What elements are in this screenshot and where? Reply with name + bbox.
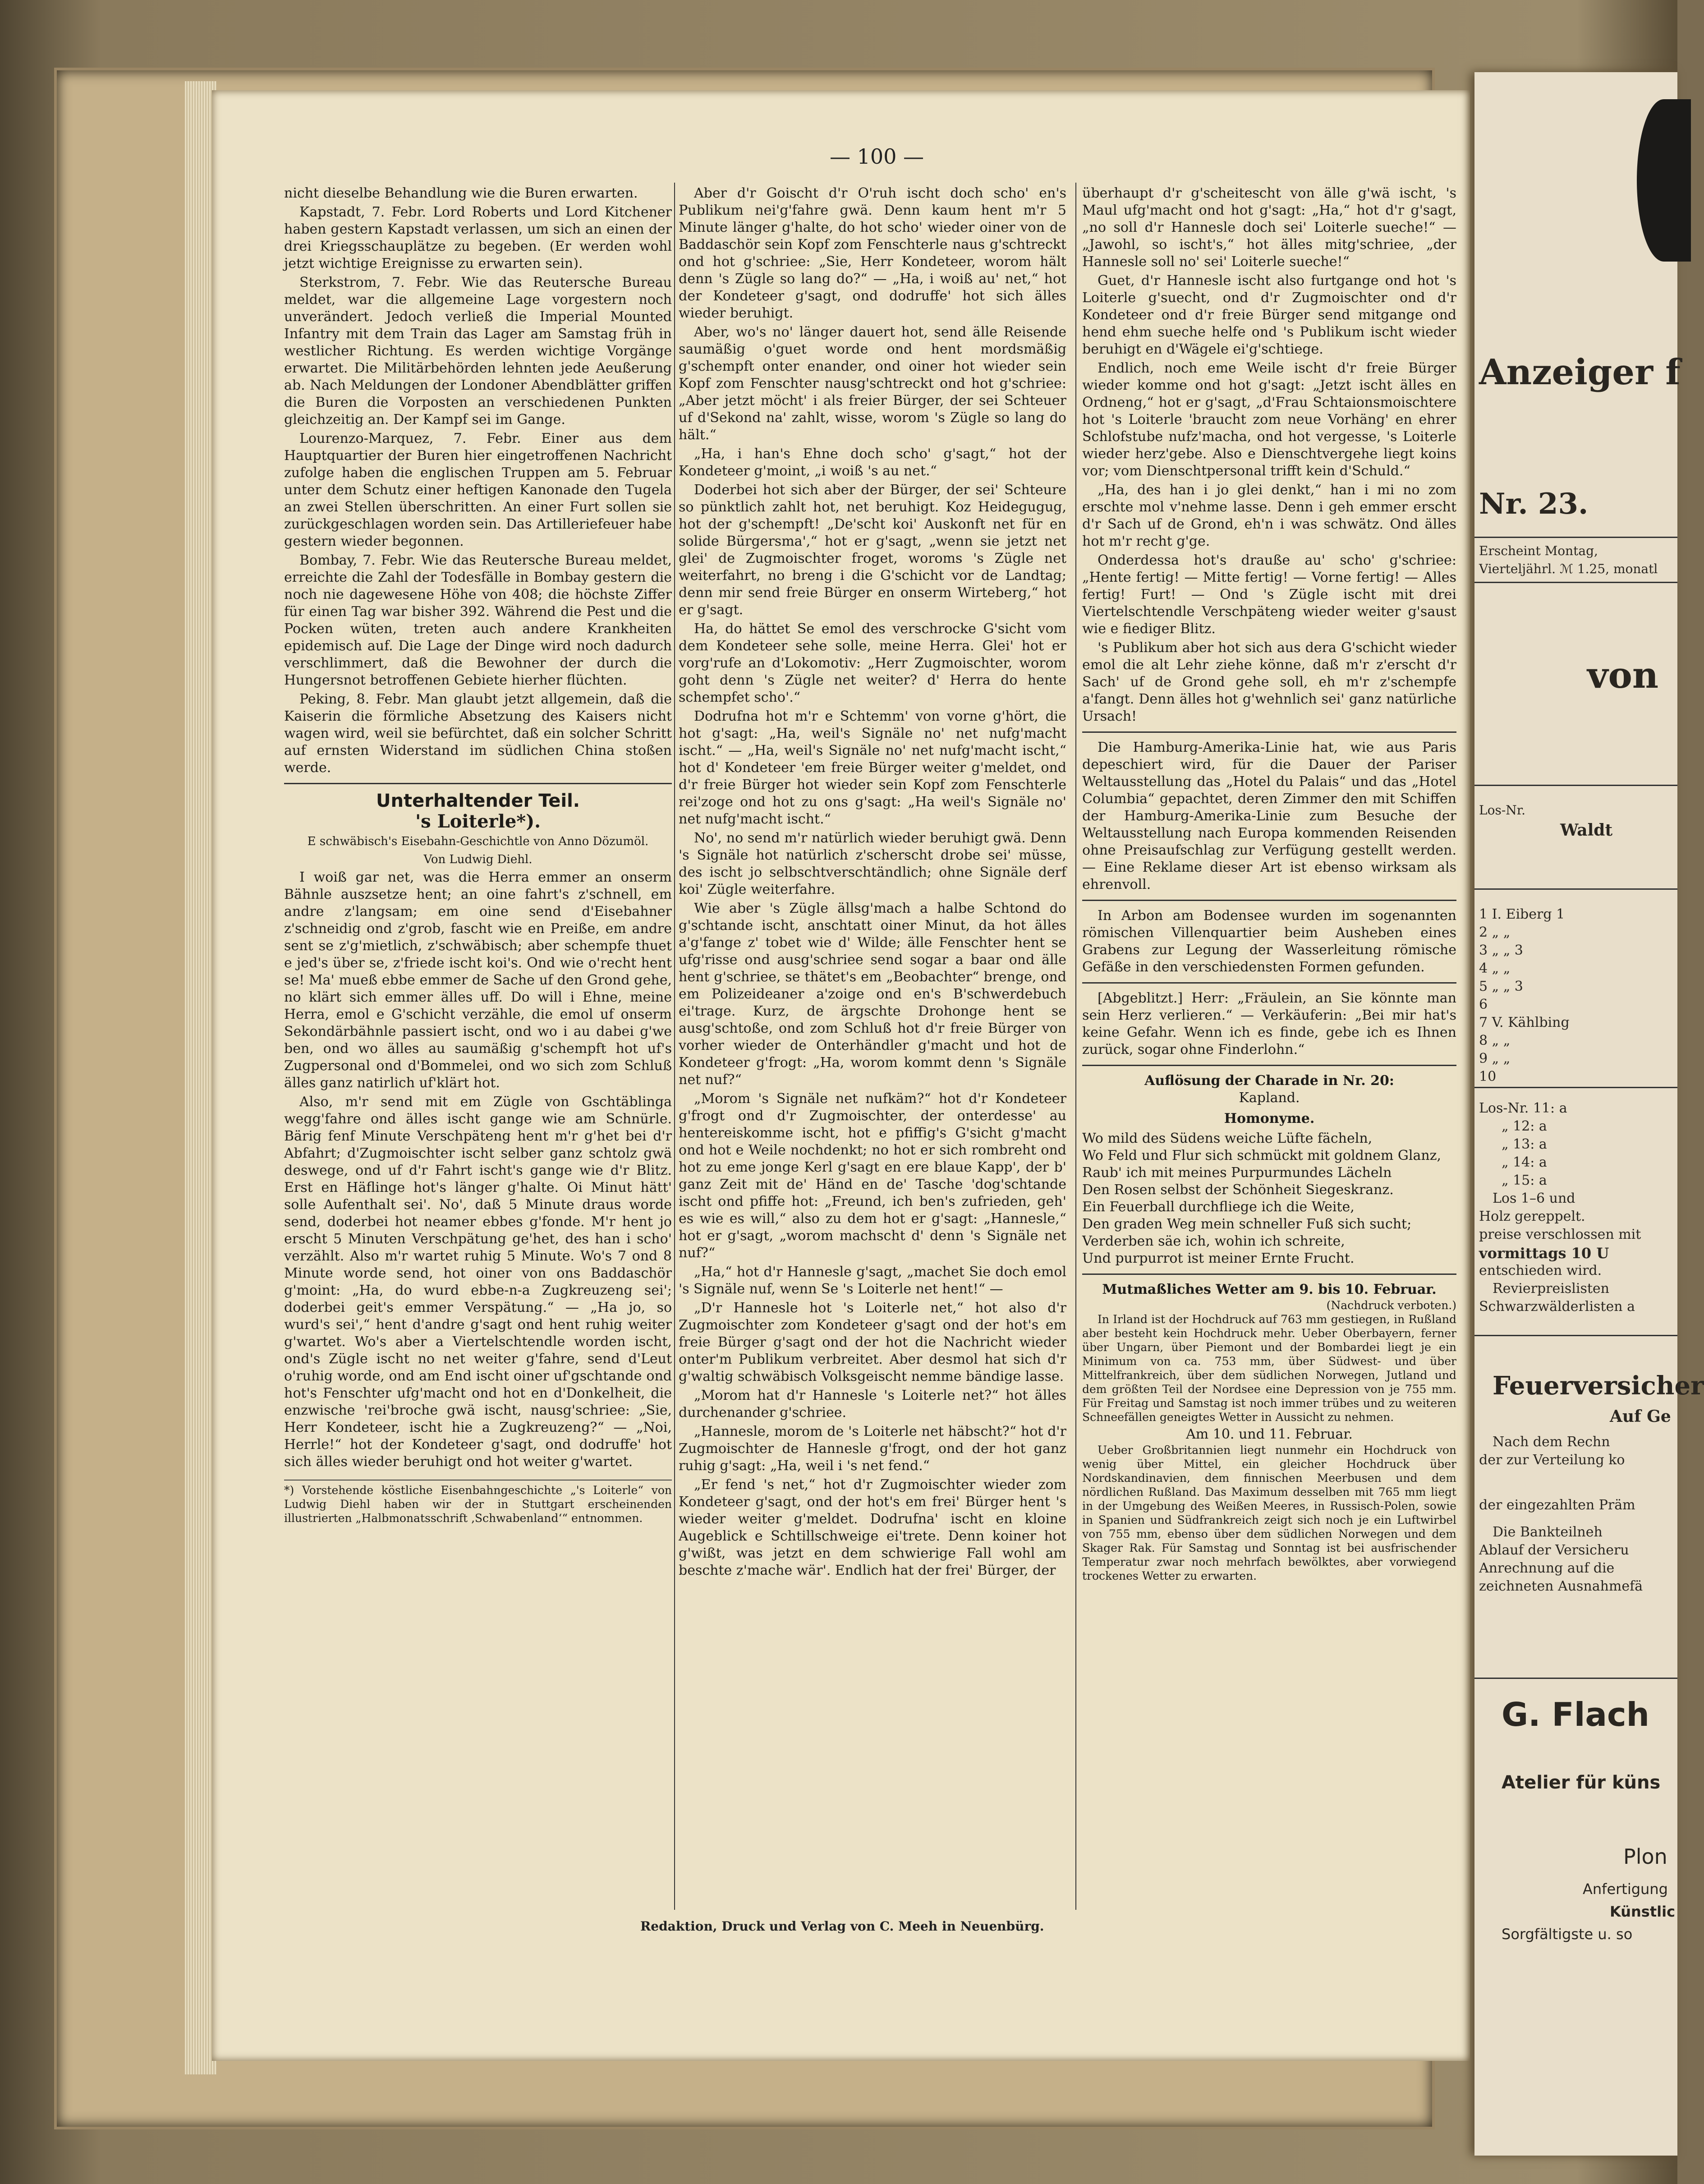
paragraph: Wie aber 's Zügle ällsg'mach a halbe Schtond do g'schtande ischt, anschtatt oiner Minut, da hot älles a'g'fange z' tobet wie d' Wilde; älle Fenschter hent se ufg'risse ond ausg'schriee send sogar a baar ond älle hent g'schriee, se thätet's em „Beobachter“ brenge, ond em Polizeideaner a'zoige ond en's B'schwerdebuch ei'trage. Kurz, de ärgschte Drohonge hent se ausg'schtoße, ond zom Schluß hot d'r freie Bürger von vorher wieder de Onterhändler g'macht und hot de Kondeteer g'frogt: „Ha, worom kommt denn 's Signäle net nuf?“	[679, 901, 1066, 1088]
column-divider	[674, 183, 675, 1910]
news-item: Die Hamburg-Amerika-Linie hat, wie aus Paris depeschiert wird, für die Dauer der Pariser Weltausstellung das „Hotel du Palais“ und das „Hotel Columbia“ gepachtet, deren Zimmer den mit Schiffen der Hamburg-Amerika-Linie zum Besuche der Weltausstellung nach Europa kommenden Reisenden ohne Preisaufschlag zur Verfügung gestellt werden. — Eine Reklame dieser Art ist ebenso wirksam als ehrenvoll.	[1082, 740, 1456, 892]
text-line: der eingezahlten Präm	[1479, 1497, 1635, 1513]
masthead-fragment: Anzeiger f	[1479, 352, 1681, 393]
poem-line: Wo Feld und Flur sich schmückt mit goldnem Glanz,	[1082, 1148, 1442, 1163]
text-line: Anrechnung auf die	[1479, 1560, 1615, 1576]
column-header: Waldt	[1560, 821, 1613, 840]
charade-title: Auflösung der Charade in Nr. 20:	[1144, 1073, 1394, 1089]
headline-fragment: von	[1587, 654, 1659, 696]
homonym-title: Homonyme.	[1224, 1111, 1315, 1126]
paragraph: nicht dieselbe Behandlung wie die Buren erwarten.	[284, 185, 638, 201]
footnote: *) Vorstehende köstliche Eisenbahngeschichte „'s Loiterle“ von Ludwig Diehl haben wir der in Stuttgart erscheinenden illustrierten „Halbmonatsschrift ‚Schwabenland‘“ entnommen.	[284, 1480, 672, 1525]
text-line: entschieden wird.	[1479, 1263, 1602, 1278]
lot-line: „ 13: a	[1502, 1136, 1547, 1152]
paragraph: Onderdessa hot's drauße au' scho' g'schriee: „Hente fertig! — Mitte fertig! — Vorne fertig! — Alles fertig! Furt! — Ond 's Zügle ischt mit drei Viertelschtendle Verschpäteng wieder weiter g'saust wie e fiediger Blitz.	[1082, 552, 1456, 637]
news-item: In Arbon am Bodensee wurden im sogenannten römischen Villenquartier beim Ausheben eines Grabens zur Legung der Wasserleitung römische Gefäße in den verschiedensten Formen gefunden.	[1082, 908, 1456, 975]
column-header: Los-Nr.	[1479, 803, 1525, 818]
divider	[1082, 1274, 1456, 1275]
poem-line: Und purpurrot ist meiner Ernte Frucht.	[1082, 1251, 1355, 1266]
page-number: — 100 —	[830, 144, 924, 169]
divider	[1474, 888, 1677, 890]
divider	[1474, 1678, 1677, 1679]
paragraph: „Ha, des han i jo glei denkt,“ han i mi no zom erschte mol v'nehme lasse. Denn i geh emmer erscht d'r Sach uf de Grond, eh'n i was schwätz. Ond älles hot m'r recht g'ge.	[1082, 482, 1456, 549]
table-row: 9 „ „	[1479, 1051, 1511, 1067]
text-line: Schwarzwälderlisten a	[1479, 1299, 1635, 1315]
divider	[1082, 1065, 1456, 1066]
text-line: preise verschlossen mit	[1479, 1227, 1641, 1242]
paragraph: „Morom hat d'r Hannesle 's Loiterle net?“ hot älles durchenander g'schriee.	[679, 1388, 1066, 1421]
lot-line: „ 15: a	[1502, 1172, 1547, 1188]
paragraph: „Ha,“ hot d'r Hannesle g'sagt, „machet Sie doch emol 's Signäle nuf, wenn Se 's Loiterle net hent!“ —	[679, 1264, 1066, 1297]
column-1	[284, 185, 672, 1525]
text-line: Holz gereppelt.	[1479, 1209, 1585, 1224]
divider	[1474, 1335, 1677, 1336]
weather-text: Ueber Großbritannien liegt nunmehr ein Hochdruck von wenig über Mittel, ein gleicher Hochdruck über Nordskandinavien, dem finnischen Meerbusen und dem nördlichen Rußland. Das Maximum desselben mit 765 mm liegt in der Umgebung des Weißen Meeres, in Russisch-Polen, sowie in Spanien und Südfrankreich zeigt sich noch je ein Luftwirbel von 755 mm, ebenso über dem südlichen Norwegen und dem Skager Rak. Für Samstag und Sonntag ist bei ausfrischender Temperatur zwar noch mehrfach bewölktes, aber vorwiegend trockenes Wetter zu erwarten.	[1082, 1444, 1456, 1582]
next-page-fragment	[1474, 72, 1704, 2156]
table-row: 6	[1479, 997, 1488, 1012]
column-divider	[1075, 183, 1076, 1910]
text-line: der zur Verteilung ko	[1479, 1452, 1625, 1468]
divider	[1474, 785, 1677, 786]
ad-subtitle: Auf Ge	[1610, 1407, 1671, 1426]
paragraph: Ha, do hättet Se emol des verschrocke G'sicht vom dem Kondeteer sehe solle, meine Herra. Glei' hot er vorg'rufe an d'Lokomotiv: „Herr Zugmoischter, worom goht denn 's Zügle net weiter? d' Herra do hente schempfet scho'.“	[679, 621, 1066, 705]
column-3	[1082, 185, 1456, 1585]
text-line: Nach dem Rechn	[1493, 1434, 1610, 1450]
poem-line: Den graden Weg mein schneller Fuß sich sucht;	[1082, 1216, 1412, 1232]
paragraph: I woiß gar net, was die Herra emmer an onserm Bähnle auszsetze hent; an oine fahrt's z'schnell, em andre z'langsam; em oine send d'Eisebahner z'schneidig ond z'grob, fascht wie en Preiße, em andre sent se z'g'mietlich, z'schwäbisch; aber schempfe thuet e jed's über se, z'friede ischt koi's. Ond wie o'recht hent se! Ma' mueß ebbe emmer de Sache uf den Grond gehe, no klärt sich emmer älles uff. Do will i Ehne, meine Herra, emol e G'schicht verzähle, die emol uf onserm Sekondärbähnle passiert ischt, ond wo i au dabei g'we ben, ond wo älles au saumäßig g'schempft hot uf's Zugpersonal ond d'Bommelei, ond wo sich zom Schluß älles ganz natirlich uf'klärt hot.	[284, 869, 672, 1091]
story-title: 's Loiterle*).	[415, 811, 541, 832]
paragraph: „Er fend 's net,“ hot d'r Zugmoischter wieder zom Kondeteer g'sagt, ond der hot's em frei' Bürger hent 's wieder weiter g'meldet. Dodrufna' ischt en kloine Augeblick e Schtillschweige ei'trete. Denn koiner hot g'wißt, was jetzt en dem schwierige Fall wohl am beschte z'mache wär'. Endlich hat der frei' Bürger, der	[679, 1477, 1066, 1578]
poem-line: Raub' ich mit meines Purpurmundes Lächeln	[1082, 1165, 1392, 1181]
text-line: zeichneten Ausnahmefä	[1479, 1578, 1643, 1594]
paragraph: Bombay, 7. Febr. Wie das Reutersche Bureau meldet, erreichte die Zahl der Todesfälle in Bombay gestern die noch nie dagewesene Höhe von 408; die höchste Ziffer für einen Tag war bisher 392. Während die Pest und die Pocken wüten, treten auch andere Krankheiten epidemisch auf. Die Lage der Dinge wird noch dadurch verschlimmert, daß die Bewohner der durch die Hungersnot betroffenen Gebiete hierher flüchten.	[284, 552, 672, 688]
paragraph: Kapstadt, 7. Febr. Lord Roberts und Lord Kitchener haben gestern Kapstadt verlassen, um sich an einen der drei Kriegsschauplätze zu begeben. (Er werden wohl jetzt wichtige Ereignisse zu erwarten sein).	[284, 204, 672, 271]
column-2	[679, 185, 1066, 1581]
story-author: Von Ludwig Diehl.	[423, 853, 533, 866]
paragraph: Lourenzo-Marquez, 7. Febr. Einer aus dem Hauptquartier der Buren hier eingetroffenen Nachricht zufolge haben die englischen Truppen am 5. Februar unter dem Schutz einer heftigen Kanonade den Tugela an zwei Stellen überschritten. An einer Furt sollen sie zurückgeschlagen worden sein. Das Artilleriefeuer habe gestern wieder begonnen.	[284, 431, 672, 549]
appears-line: Erscheint Montag,	[1479, 543, 1598, 558]
text-line: Künstlic	[1610, 1903, 1676, 1920]
divider	[1082, 731, 1456, 733]
paragraph: Guet, d'r Hannesle ischt also furtgange ond hot 's Loiterle g'suecht, ond d'r Zugmoischter ond d'r Kondeteer ond d'r freie Bürger send mitgange ond hend ehm sueche helfe ond 's Publikum ischt wieder beruhigt en d'Wägele ei'g'schtiege.	[1082, 273, 1456, 357]
text-line: Ablauf der Versicheru	[1479, 1542, 1629, 1558]
story-subtitle: E schwäbisch's Eisebahn-Geschichtle von Anno Dözumöl.	[307, 835, 649, 848]
paragraph: überhaupt d'r g'scheitescht von älle g'wä ischt, 's Maul ufg'macht ond hot g'sagt: „Ha,“ hot d'r g'sagt, „no soll d'r Hannesle doch sei' Loiterle sueche!“ — „Jawohl, so ischt's,“ hot älles mitg'schriee, „der Hannesle soll no' sei' Loiterle sueche!“	[1082, 185, 1456, 270]
ad-title: G. Flach	[1502, 1696, 1649, 1733]
ad-title: Feuerversicher	[1493, 1371, 1704, 1401]
lot-line: „ 12: a	[1502, 1118, 1547, 1134]
divider	[1082, 982, 1456, 984]
text-line: Atelier für küns	[1502, 1772, 1661, 1793]
text-line: Die Bankteilneh	[1493, 1524, 1603, 1540]
table-row: 7 V. Kählbing	[1479, 1015, 1570, 1030]
weather-subtitle: Am 10. und 11. Februar.	[1186, 1426, 1353, 1442]
table-row: 10	[1479, 1069, 1497, 1085]
masthead-letter	[1637, 99, 1691, 262]
weather-note: (Nachdruck verboten.)	[1326, 1299, 1456, 1312]
charade-answer: Kapland.	[1239, 1090, 1300, 1106]
anecdote: [Abgeblitzt.] Herr: „Fräulein, an Sie könnte man sein Herz verlieren.“ — Verkäuferin: „Bei mir hat's keine Gefahr. Wenn ich es finde, gebe ich es Ihnen zurück, sogar ohne Finderlohn.“	[1082, 990, 1456, 1058]
weather-text: In Irland ist der Hochdruck auf 763 mm gestiegen, in Rußland aber besteht kein Hochdruck mehr. Ueber Oberbayern, ferner über Ungarn, über Piemont und der Bombardei liegt je ein Minimum von ca. 753 mm, über Südwest- und über Mittelfrankreich, über dem südlichen Norwegen, Jutland und dem größten Teil der Nordsee eine Depression von je 755 mm. Für Freitag und Samstag ist noch immer trübes und zu weiteren Schneefällen geneigtes Wetter in Aussicht zu nehmen.	[1082, 1313, 1456, 1424]
divider	[1082, 900, 1456, 901]
table-row: 1 I. Eiberg 1	[1479, 906, 1565, 922]
paragraph: Aber, wo's no' länger dauert hot, send älle Reisende saumäßig o'guet worde ond hent mordsmäßig g'schempft onter enander, ond oiner hot wieder sein Kopf zom Fenschter nausg'schtreckt ond hot g'schriee: „Aber jetzt möcht' i als freier Bürger, der sei Schteuer uf d'Sekond na' zahlt, wisse, worom 's Zügle so lang do hält.“	[679, 324, 1066, 443]
section-title: Unterhaltender Teil.	[376, 791, 580, 811]
poem-line: Verderben säe ich, wohin ich schreite,	[1082, 1233, 1345, 1249]
table-row: 3 „ „ 3	[1479, 943, 1523, 958]
paragraph: „Ha, i han's Ehne doch scho' g'sagt,“ hot der Kondeteer g'moint, „i woiß 's au net.“	[679, 446, 1066, 479]
paragraph: Dodrufna hot m'r e Schtemm' von vorne g'hört, die hot g'sagt: „Ha, weil's Signäle no' net nufg'macht ischt.“ — „Ha, weil's Signäle no' net nufg'macht ischt,“ hot d' Kondeteer 'em freie Bürger weiter g'meldet, ond d'r freie Bürger hot wieder sein Kopf zom Fenschterle rei'zoge ond hot zu ons g'sagt: „Ha weil's Signäle no' net nufg'macht ischt.“	[679, 708, 1066, 827]
paragraph: „Morom 's Signäle net nufkäm?“ hot d'r Kondeteer g'frogt ond d'r Zugmoischter, der onterdesse' au hentereiskomme ischt, hot e pfiffig's G'sicht g'macht ond hot e Weile nochdenkt; no hot er sich rombreht ond hot zu eme jonge Kerl g'sagt en ere blaue Kapp', der b' ganz Zeit mit de' Händ en de' Tasche 'dog'schtande ischt ond pfiffe hot: „Freund, ich ben's zufrieden, geh' es wie es will,“ also zu dem hot er g'sagt: „Hannesle,“ hot er g'sagt, „worom machscht d' denn 's Signäle net nuf?“	[679, 1091, 1066, 1261]
divider	[1474, 582, 1677, 583]
paragraph: Aber d'r Goischt d'r O'ruh ischt doch scho' en's Publikum nei'g'fahre gwä. Denn kaum hent m'r 5 Minute länger g'halte, do hot scho' wieder oiner von de Baddaschör sein Kopf zom Fenschterle naus g'schtreckt ond hot g'schriee: „Sie, Herr Kondeteer, worom hält denn 's Zügle so lang do?“ — „Ha, i woiß au' net,“ hot der Kondeteer g'sagt, ond dodruffe' hot sich älles wieder beruhigt.	[679, 185, 1066, 321]
weather-title: Mutmaßliches Wetter am 9. bis 10. Februar.	[1102, 1282, 1437, 1297]
paragraph: Also, m'r send mit em Zügle von Gschtäblinga wegg'fahre ond älles ischt gange wie am Schnürle. Bärig fenf Minute Verschpäteng hent m'r g'het bei d'r Abfahrt; d'Zugmoischter ischt selber ganz schtolz gwä deswege, ond uf d'r Fahrt ischt's gange wie d'r Blitz. Erst en Häflinge hot's länger g'halte. Oi Minut hätt' solle Aufenthalt sei'. No', daß 5 Minute draus worde send, doderbei hot neamer ebbes g'fonde. M'r hent jo erscht 5 Minuten Verschpätung ge'het, des han i scho' verzählt. Also m'r wartet ruhig 5 Minute. Wo's 7 ond 8 Minute worde send, hot oiner von ons Baddaschör g'moint: „Ha, do wurd ebbe-n-a Zugkreuzeng sei'; doderbei geit's emmer Verspätung.“ — „Ha jo, so wurd's sei',“ hent d'andre g'sagt ond hent ruhig weiter g'wartet. Wo's aber a Viertelschtendle worden ischt, ond's Zügle ischt no net weiter g'fahre, send d'Leut o'ruhig worde, ond am End ischt oiner uf'gschtande ond hot's Fenschter ufg'macht ond hot en d'Donkelheit, die enzwische 'rei'broche gwä ischt, nausg'schriee: „Sie, Herr Kondeteer, ischt hie a Zugkreuzeng?“ — „Noi, Herrle!“ hot der Kondeteer g'sagt, ond dodruffe' hot sich älles wieder beruhigt ond hot weiter g'wartet.	[284, 1094, 672, 1470]
poem-line: Wo mild des Südens weiche Lüfte fächeln,	[1082, 1131, 1373, 1146]
lot-line: Los-Nr. 11: a	[1479, 1100, 1567, 1116]
imprint: Redaktion, Druck und Verlag von C. Meeh in Neuenbürg.	[640, 1919, 1044, 1934]
paragraph: Peking, 8. Febr. Man glaubt jetzt allgemein, daß die Kaiserin die förmliche Absetzung des Kaisers nicht wagen wird, weil sie befürchtet, daß ein solcher Schritt auf ernsten Widerstand im südlichen China stoßen werde.	[284, 691, 672, 776]
poem-line: Den Rosen selbst der Schönheit Siegeskranz.	[1082, 1182, 1394, 1198]
text-line: vormittags 10 U	[1479, 1245, 1609, 1262]
text-line: Revierpreislisten	[1493, 1281, 1609, 1297]
poem	[1082, 1130, 1456, 1267]
paragraph: Doderbei hot sich aber der Bürger, der sei' Schteure so pünktlich zahlt hot, net beruhigt. Koz Heidegugug, hot der g'schempft! „De'scht koi' Auskonft net für en solide Bürgersma',“ hot er g'sagt, „wenn sie jetzt net glei' de Zugmoischter froget, woroms 's Zügle net weiterfahrt, no breng i die G'schicht vor de Landtag; denn mir send freie Bürger en onserm Wirteberg,“ hot er g'sagt.	[679, 482, 1066, 618]
paragraph: No', no send m'r natürlich wieder beruhigt gwä. Denn 's Signäle hot natürlich z'scherscht drobe sei' müsse, des ischt jo selbschtverschtändlich; ohne Signäle derf koi' Zügle weiterfahre.	[679, 830, 1066, 897]
text-line: Sorgfältigste u. so	[1502, 1926, 1633, 1943]
table-row: 2 „ „	[1479, 924, 1511, 940]
issue-number: Nr. 23.	[1479, 487, 1589, 521]
paragraph: „D'r Hannesle hot 's Loiterle net,“ hot also d'r Zugmoischter zom Kondeteer g'sagt ond der hot's em freie Bürger g'sagt ond der hot die Nachricht wieder onter'm Publikum verbreitet. Aber desmol hat sich d'r g'waltig schwäbisch Volksgeischt nemme bändige lasse.	[679, 1300, 1066, 1384]
poem-line: Ein Feuerball durchfliege ich die Weite,	[1082, 1199, 1355, 1215]
lot-line: „ 14: a	[1502, 1154, 1547, 1170]
paragraph: Sterkstrom, 7. Febr. Wie das Reutersche Bureau meldet, war die allgemeine Lage vorgestern noch unverändert. Jedoch verließ die Imperial Mounted Infantry mit dem Train das Lager am Samstag früh in westlicher Richtung. Es werden wichtige Vorgänge erwartet. Die Militärbehörden lehnten jede Aeußerung ab. Nach Meldungen der Londoner Abendblätter griffen die Buren die Vorposten an verschiedenen Punkten gleichzeitig an. Der Kampf sei im Gange.	[284, 275, 672, 428]
price-line: Vierteljährl. ℳ 1.25, monatl	[1479, 561, 1658, 576]
text-line: Los 1–6 und	[1493, 1191, 1575, 1206]
paragraph: Endlich, noch eme Weile ischt d'r freie Bürger wieder komme ond hot g'sagt: „Jetzt ischt älles en Ordneng,“ hot er g'sagt, „d'Frau Schtaionsmoischtere hot 's Loiterle 'braucht zom neue Vorhäng' en ehrer Schlofstube nufz'macha, ond hot vergesse, 's Loiterle wieder herz'gebe. Also e Dienschtvergehe liegt koins vor; vom Dienschtpersonal trifft kein d'Schuld.“	[1082, 360, 1456, 479]
table-row: 4 „ „	[1479, 961, 1511, 976]
paragraph: 's Publikum aber hot sich aus dera G'schicht wieder emol die alt Lehr ziehe könne, daß m'r z'erscht d'r Sach' uf de Grond gehe soll, eh m'r z'schempfe a'fangt. Denn älles hot g'wehnlich sei' ganz natürliche Ursach!	[1082, 640, 1456, 724]
divider	[1474, 1087, 1677, 1088]
table-row: 5 „ „ 3	[1479, 979, 1523, 994]
divider	[1474, 537, 1677, 538]
table-row: 8 „ „	[1479, 1033, 1511, 1048]
paragraph: „Hannesle, morom de 's Loiterle net häbscht?“ hot d'r Zugmoischter de Hannesle g'frogt, ond der hot ganz ruhig g'sagt: „Ha, weil i 's net fend.“	[679, 1424, 1066, 1474]
text-line: Anfertigung	[1583, 1881, 1668, 1898]
divider	[284, 783, 672, 784]
text-line: Plon	[1623, 1844, 1667, 1869]
